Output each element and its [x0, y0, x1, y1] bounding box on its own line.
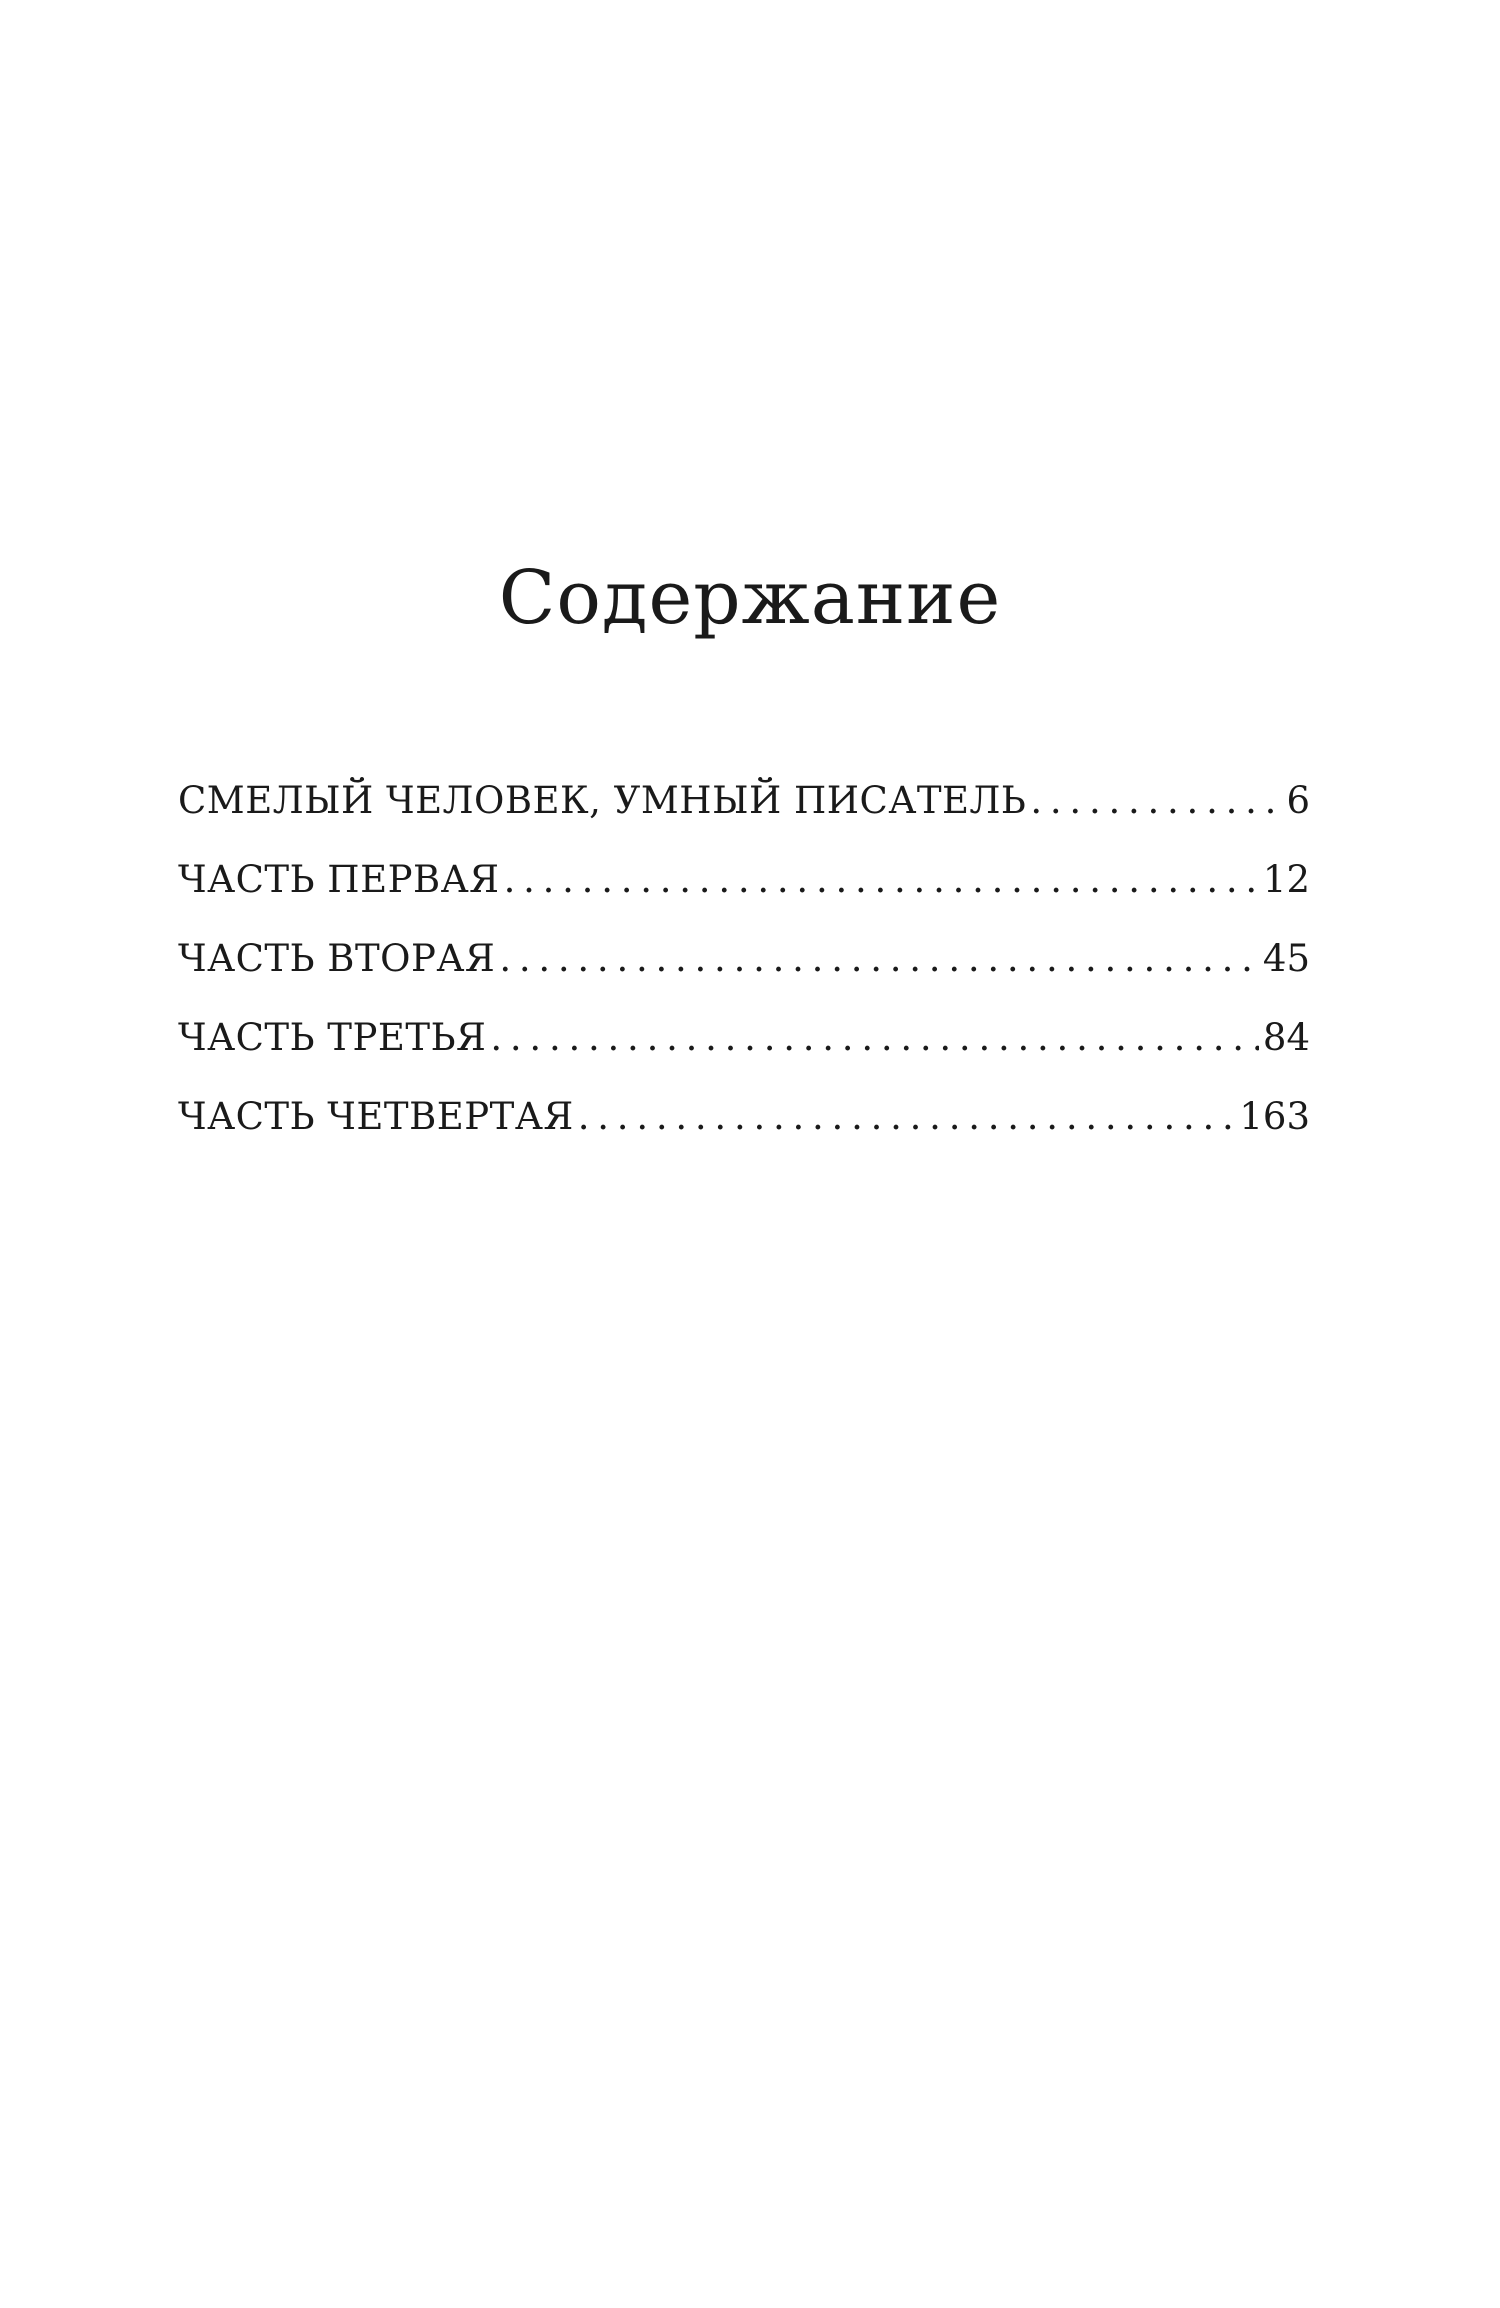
toc-entry-label: ЧАСТЬ ЧЕТВЕРТАЯ [178, 1095, 574, 1138]
toc-entry-label: СМЕЛЫЙ ЧЕЛОВЕК, УМНЫЙ ПИСАТЕЛЬ [178, 779, 1027, 822]
toc-entry [178, 934, 1310, 1013]
toc-entry-page-number: 45 [1262, 937, 1310, 980]
toc-entry [178, 1092, 1310, 1171]
toc-entry-label: ЧАСТЬ ВТОРАЯ [178, 937, 496, 980]
toc-entry-page-number: 6 [1286, 779, 1310, 822]
dot-leader [504, 855, 1259, 905]
toc-entry [178, 1013, 1310, 1092]
toc-entry [178, 855, 1310, 934]
toc-entry-page-number: 163 [1239, 1095, 1310, 1138]
toc-entry [178, 776, 1310, 855]
toc-entry-label: ЧАСТЬ ТРЕТЬЯ [178, 1016, 487, 1059]
toc-entry-page-number: 12 [1262, 858, 1310, 901]
dot-leader [578, 1092, 1236, 1142]
toc-entry-label: ЧАСТЬ ПЕРВАЯ [178, 858, 500, 901]
dot-leader [1030, 776, 1282, 826]
dot-leader [499, 934, 1259, 984]
dot-leader [490, 1013, 1259, 1063]
toc-entry-page-number: 84 [1262, 1016, 1310, 1059]
page-title: Содержание [498, 555, 1002, 641]
table-of-contents [178, 776, 1310, 1171]
